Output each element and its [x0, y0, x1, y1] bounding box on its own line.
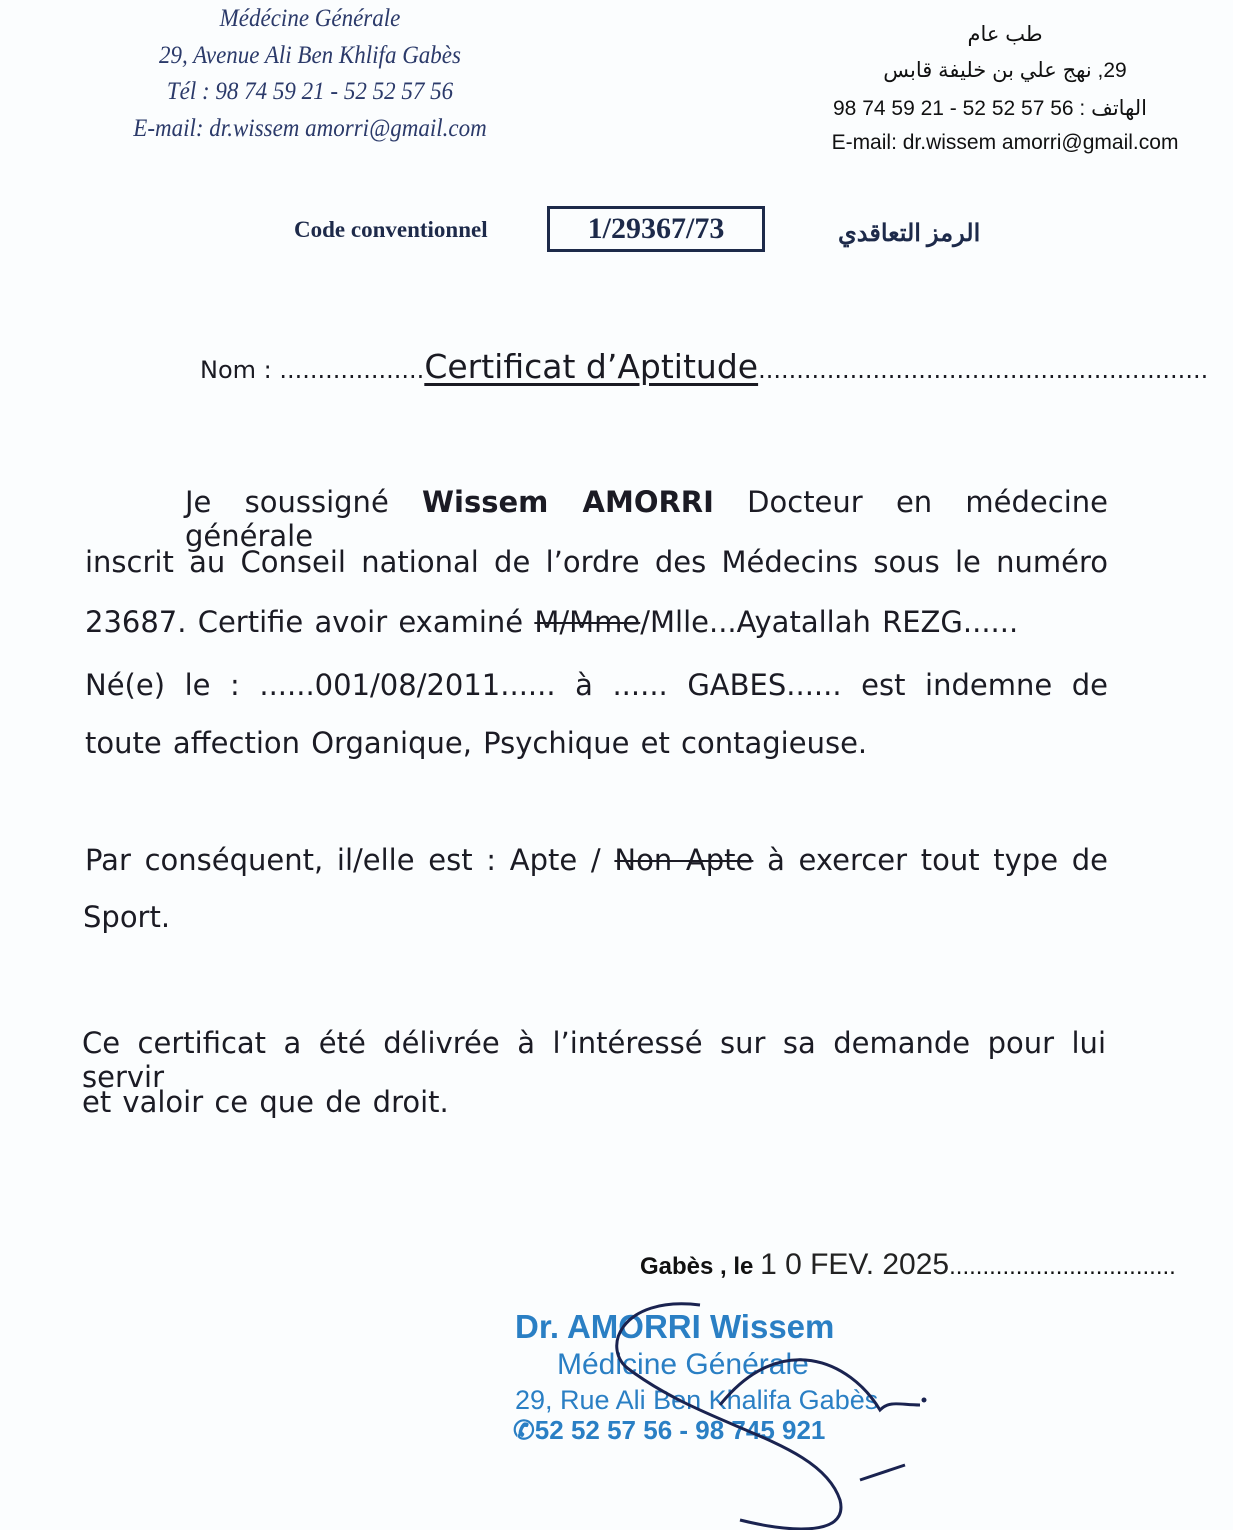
- stamp-specialty: Médicine Générale: [557, 1348, 809, 1381]
- document-title: Certificat d’Aptitude: [424, 347, 759, 386]
- specialty-ar: طب عام: [967, 23, 1043, 46]
- text: Je soussigné: [185, 485, 423, 519]
- phone-icon: ✆: [513, 1415, 535, 1445]
- stamp-name: Dr. AMORRI Wissem: [515, 1308, 835, 1345]
- specialty-fr: Médécine Générale: [219, 5, 401, 32]
- text: à exercer tout type de: [753, 843, 1108, 877]
- paragraph1-line1: [185, 485, 1108, 553]
- address-ar: 29, نهج علي بن خليفة قابس: [883, 59, 1127, 82]
- paragraph3-line2: et valoir ce que de droit.: [82, 1085, 449, 1119]
- struck-option: M/Mme: [534, 605, 641, 639]
- date-stamp: 1 0 FEV. 2025: [760, 1248, 950, 1281]
- email-fr: E-mail: dr.wissem amorri@gmail.com: [133, 115, 487, 142]
- phone-fr: Tél : 98 74 59 21 - 52 52 57 56: [166, 78, 454, 105]
- text: Par conséquent, il/elle est : Apte /: [85, 843, 615, 877]
- paragraph1-line2: inscrit au Conseil national de l’ordre des Médecins sous le numéro: [85, 545, 1108, 579]
- stamp-address: 29, Rue Ali Ben Khalifa Gabès: [515, 1385, 879, 1415]
- text: Docteur en médecine générale: [185, 485, 1108, 553]
- stamp-phone: 52 52 57 56 - 98 745 921: [534, 1415, 826, 1445]
- doctor-name: Wissem AMORRI: [422, 485, 714, 519]
- address-fr: 29, Avenue Ali Ben Khlifa Gabès: [159, 42, 461, 69]
- paragraph1-line3: [85, 605, 1108, 639]
- text: 23687. Certifie avoir examiné: [85, 605, 535, 639]
- place-label: Gabès , le: [640, 1253, 761, 1280]
- struck-option: Non Apte: [614, 843, 754, 877]
- nom-dots: ...........................................................: [758, 356, 1209, 384]
- date-dots: ..................................: [949, 1253, 1176, 1280]
- email-ar: E-mail: dr.wissem amorri@gmail.com: [831, 131, 1179, 154]
- code-value: 1/29367/73: [547, 206, 765, 252]
- paragraph1-line4: Né(e) le : ......001/08/2011...... à ...... GABES...... est indemne de: [85, 668, 1108, 702]
- paragraph1-line5: toute affection Organique, Psychique et contagieuse.: [85, 726, 868, 760]
- code-label-ar: الرمز التعاقدي: [838, 221, 981, 247]
- code-label-fr: Code conventionnel: [294, 217, 488, 242]
- nom-dots: ...................: [279, 356, 425, 384]
- paragraph2-line1: [85, 843, 1108, 877]
- nom-line: [200, 347, 1208, 386]
- phone-ar: الهاتف : 56 57 52 52 - 21 59 74 98: [832, 97, 1147, 120]
- paragraph3-line1: Ce certificat a été délivrée à l’intéressé sur sa demande pour lui servir: [82, 1026, 1106, 1094]
- place-date-line: [640, 1248, 1176, 1282]
- signature: [560, 1290, 960, 1530]
- patient-name: /Mlle...Ayatallah REZG......: [640, 605, 1019, 639]
- nom-label: Nom :: [200, 356, 280, 384]
- paragraph2-line2: Sport.: [83, 900, 171, 934]
